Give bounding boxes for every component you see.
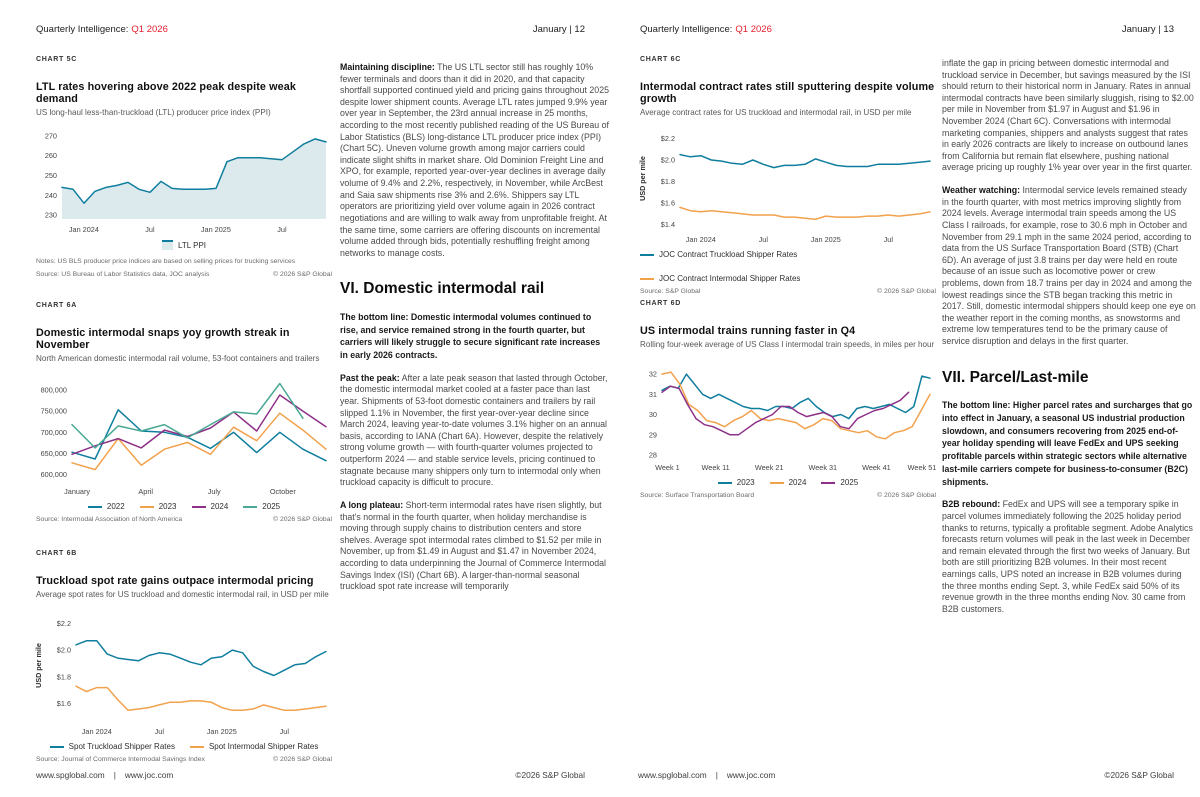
chart-6b-legend — [36, 742, 332, 751]
svg-text:30: 30 — [648, 410, 657, 420]
chart-6c-plot — [650, 127, 936, 245]
chart-6b-plot — [46, 609, 332, 737]
legend-item — [718, 478, 755, 487]
chart-6d-subtitle: Rolling four-week average of US Class I intermodal train speeds, in miles per hour — [640, 340, 935, 349]
chart-6d-label: CHART 6D — [640, 300, 681, 307]
chart-6c-yaxis-label: USD per mile — [637, 155, 647, 201]
svg-text:650,000: 650,000 — [40, 449, 67, 459]
svg-text:Jul: Jul — [883, 235, 893, 245]
chart-6b-copyright: © 2026 S&P Global — [273, 756, 332, 764]
svg-text:700,000: 700,000 — [40, 427, 67, 437]
svg-text:January: January — [64, 487, 91, 497]
svg-text:Jul: Jul — [279, 727, 289, 737]
svg-text:31: 31 — [648, 389, 657, 399]
chart-6a-source-row — [36, 516, 332, 523]
paragraph-lead: Maintaining discipline: — [340, 62, 435, 72]
svg-text:$2.2: $2.2 — [56, 619, 71, 629]
chart-6b-label: CHART 6B — [36, 550, 77, 557]
svg-text:29: 29 — [648, 430, 657, 440]
svg-text:Jan 2024: Jan 2024 — [68, 225, 99, 235]
svg-text:28: 28 — [648, 450, 657, 460]
chart-6d-copyright: © 2026 S&P Global — [877, 492, 936, 500]
joc-link[interactable]: www.joc.com — [726, 770, 776, 780]
svg-text:$1.4: $1.4 — [660, 220, 675, 230]
legend-label: Spot Intermodal Shipper Rates — [208, 742, 319, 752]
chart-6d-source-row — [640, 492, 936, 499]
chart-6d — [640, 300, 936, 499]
legend-swatch — [821, 482, 835, 484]
chart-5c-source-row — [36, 271, 332, 278]
chart-5c-legend — [36, 240, 332, 250]
svg-text:Jul: Jul — [758, 235, 768, 245]
svg-text:Jan 2024: Jan 2024 — [685, 235, 716, 245]
legend-item — [243, 502, 280, 511]
legend-label: 2023 — [736, 478, 755, 488]
chart-6a-area — [36, 373, 332, 497]
chart-6a-legend — [36, 502, 332, 511]
paragraph-past-the-peak: Past the peak: After a late peak season that lasted through October, the domestic intermodal market cooled at a faster pace than last year. Shipments of 53-foot domestic containers and trailers by rail slipped 1.1% in November, the first year-over-year decline since March 2024, leaving year-to-date volumes 3.1% higher on an annual basis, according to IANA (Chart 6A). However, despite the relatively strong volume growth — with fourth-quarter volumes projected to outperform 2024 — and stable service levels, pricing continued to stagnate because many shippers only turn to intermodal only when truckload capacity is difficult to procure. — [340, 372, 608, 488]
svg-text:$1.6: $1.6 — [56, 699, 71, 709]
footer-separator: | — [715, 770, 718, 780]
svg-text:Week 51: Week 51 — [907, 463, 936, 473]
chart-6c-legend — [640, 250, 936, 283]
svg-text:Jan 2025: Jan 2025 — [206, 727, 237, 737]
legend-swatch — [50, 746, 64, 748]
svg-text:Week 31: Week 31 — [808, 463, 838, 473]
svg-text:240: 240 — [44, 190, 57, 200]
legend-swatch — [162, 240, 173, 250]
chart-6a-source: Source: Intermodal Association of North America — [36, 516, 183, 524]
footer-separator: | — [113, 770, 116, 780]
page12-header — [36, 24, 585, 35]
svg-text:October: October — [269, 487, 296, 497]
legend-label: Spot Truckload Shipper Rates — [68, 742, 175, 752]
page13-header — [640, 24, 1174, 35]
chart-6b-source: Source: Journal of Commerce Intermodal Savings Index — [36, 756, 205, 764]
svg-text:$1.8: $1.8 — [660, 177, 675, 187]
legend-swatch — [718, 482, 732, 484]
footer-links — [638, 770, 775, 780]
legend-label: LTL PPI — [177, 240, 206, 250]
svg-text:250: 250 — [44, 171, 57, 181]
legend-swatch — [243, 506, 257, 508]
chart-6c — [637, 56, 936, 296]
legend-item — [162, 240, 206, 250]
legend-swatch — [640, 254, 654, 256]
svg-text:$2.2: $2.2 — [660, 134, 675, 144]
chart-6c-title: Intermodal contract rates still sputtering despite volume growth — [640, 81, 935, 105]
svg-text:600,000: 600,000 — [40, 470, 67, 480]
edition-label: Q1 2026 — [735, 24, 772, 35]
report-title: Quarterly Intelligence: Q1 2026 — [36, 24, 168, 35]
chart-6c-area — [637, 127, 936, 245]
chart-6b-subtitle: Average spot rates for US truckload and domestic intermodal rail, in USD per mile — [36, 590, 329, 599]
paragraph-a-long-plateau: A long plateau: Short-term intermodal rates have risen slightly, but that's normal in the fourth quarter, when holiday merchandise is moving through supply chains to distribution centers and store shelves. Average spot intermodal rates climbed to $1.52 per mile in November, up from $1.49 in August and $1.47 in November 2024, according to data underpinning the Journal of Commerce Intermodal Savings Index (ISI) (Chart 6B). A larger-than-normal seasonal truckload spot rate increase will temporarily — [340, 499, 607, 592]
svg-text:800,000: 800,000 — [40, 385, 67, 395]
chart-5c-label: CHART 5C — [36, 56, 77, 63]
chart-5c-plot — [36, 127, 332, 235]
paragraph-lead: The bottom line: — [340, 311, 409, 322]
page13-footer — [638, 770, 1174, 780]
svg-text:Week 11: Week 11 — [701, 463, 730, 473]
svg-text:260: 260 — [44, 151, 57, 161]
svg-text:230: 230 — [44, 210, 57, 220]
chart-6b-yaxis-label: USD per mile — [33, 642, 43, 688]
svg-text:Jan 2025: Jan 2025 — [810, 235, 841, 245]
paragraph-inflate-gap: inflate the gap in pricing between domestic intermodal and truckload service in December, but savings measured by the ISI should return to their historical norm in January. Rates in annual intermodal contracts have been similarly sluggish, rising to $2.00 per mile in November from $1.97 in August and $1.96 in November 2024 (Chart 6C). Conversations with intermodal marketing companies, shippers and analysts suggest that rates in early 2026 contracts are likely to increase on outbound lanes from California but remain flat elsewhere, pushing national average pricing up roughly 1% year over year in the first quarter. — [942, 58, 1194, 173]
edition-label: Q1 2026 — [131, 24, 168, 35]
page-number: January | 13 — [1121, 24, 1174, 35]
legend-swatch — [640, 278, 654, 280]
legend-item — [190, 742, 318, 751]
paragraph-lead: Weather watching: — [942, 185, 1021, 196]
legend-label: JOC Contract Intermodal Shipper Rates — [659, 274, 801, 284]
svg-text:$1.6: $1.6 — [660, 198, 675, 208]
footer-links — [36, 770, 173, 780]
legend-item — [640, 274, 800, 283]
chart-6d-legend — [640, 478, 936, 487]
footer-copyright: ©2026 S&P Global — [1104, 770, 1174, 780]
joc-link[interactable]: www.joc.com — [124, 770, 174, 780]
chart-6c-source-row — [640, 288, 936, 295]
legend-swatch — [192, 506, 206, 508]
svg-text:Jul: Jul — [145, 225, 155, 235]
paragraph-lead: The bottom line: — [942, 400, 1011, 411]
chart-5c-subtitle: US long-haul less-than-truckload (LTL) producer price index (PPI) — [36, 108, 271, 117]
legend-item — [140, 502, 177, 511]
chart-6a-plot — [36, 373, 332, 497]
svg-text:Week 1: Week 1 — [655, 463, 680, 473]
legend-item — [640, 250, 797, 259]
svg-text:Jul: Jul — [277, 225, 287, 235]
legend-item — [50, 742, 175, 751]
chart-6c-label: CHART 6C — [640, 56, 681, 63]
legend-label: 2024 — [210, 502, 229, 512]
chart-6b-area — [33, 609, 332, 737]
chart-5c-notes: Notes: US BLS producer price indices are based on selling prices for trucking services — [36, 258, 296, 266]
chart-6c-copyright: © 2026 S&P Global — [877, 288, 936, 296]
chart-5c-copyright: © 2026 S&P Global — [273, 271, 332, 279]
page-number: January | 12 — [532, 24, 585, 35]
chart-6b-source-row — [36, 756, 332, 763]
spglobal-link[interactable]: www.spglobal.com — [638, 770, 707, 780]
chart-6c-source: Source: S&P Global — [640, 288, 701, 296]
section-heading-domestic-intermodal-rail: VI. Domestic intermodal rail — [340, 280, 545, 298]
legend-label: 2023 — [158, 502, 177, 512]
svg-text:$2.0: $2.0 — [56, 645, 71, 655]
paragraph-maintaining-discipline: Maintaining discipline: The US LTL sector still has roughly 10% fewer terminals and doors than it did in 2020, and that capacity shortfall supported continued yield and pricing gains throughout 2025 despite lower shipment counts. Average LTL rates jumped 9.9% year over year in September, the 23rd annual increase in 25 months, according to the most recently published reading of the US Bureau of Labor Statistics (BLS) long-distance LTL producer price index (PPI) (Chart 5C). Uneven volume growth among major carriers could indicate slight shifts in market share. Old Dominion Freight Line and XPO, for example, reported year-over-year declines in average daily volume of 9.4% and 2.2%, respectively, in November, while ArcBest and Saia saw shipments rise 3% and 2.6%. Shippers say LTL operators are prioritizing yield over volume again in 2026 contract negotiations and are willing to walk away from unprofitable freight. At the same time, some carriers are offering discounts on incremental volume added through bids, potentially reshuffling freight among networks to manage costs. — [340, 62, 609, 258]
chart-6d-source: Source: Surface Transportation Board — [640, 492, 755, 500]
legend-swatch — [190, 746, 204, 748]
legend-item — [821, 478, 858, 487]
svg-text:270: 270 — [44, 131, 57, 141]
chart-6c-subtitle: Average contract rates for US truckload and intermodal rail, in USD per mile — [640, 108, 912, 117]
svg-text:July: July — [207, 487, 221, 497]
chart-6d-area — [640, 359, 936, 473]
report-title: Quarterly Intelligence: Q1 2026 — [640, 24, 772, 35]
svg-text:750,000: 750,000 — [40, 406, 67, 416]
paragraph-lead: Past the peak: — [340, 372, 400, 383]
bottom-line-paragraph: The bottom line: Higher parcel rates and surcharges that go into effect in January, a seasonal US industrial production slowdown, and consumers recovering from 2025 end-of-year holiday spending will leave FedEx and UPS seeking profitable parcels within strategic sectors while alternative last-mile carriers compete for business-to-consumer (B2C) shipments. — [942, 400, 1193, 487]
bottom-line-paragraph: The bottom line: Domestic intermodal volumes continued to rise, and service remained strong in the fourth quarter, but carriers will likely struggle to secure significant rate increases in early 2026 contracts. — [340, 311, 601, 361]
page13-text-column — [942, 58, 1196, 626]
chart-6a-label: CHART 6A — [36, 302, 77, 309]
legend-label: 2022 — [106, 502, 125, 512]
chart-5c-area — [36, 127, 332, 235]
page12-text-column — [340, 62, 610, 604]
chart-5c-source: Source: US Bureau of Labor Statistics data, JOC analysis — [36, 271, 210, 279]
footer-copyright: ©2026 S&P Global — [515, 770, 585, 780]
svg-text:Week 41: Week 41 — [862, 463, 891, 473]
chart-6b — [33, 550, 332, 764]
legend-label: 2025 — [262, 502, 281, 512]
svg-text:Week 21: Week 21 — [754, 463, 784, 473]
legend-swatch — [88, 506, 102, 508]
spglobal-link[interactable]: www.spglobal.com — [36, 770, 105, 780]
legend-label: JOC Contract Truckload Shipper Rates — [659, 250, 798, 260]
chart-6b-title: Truckload spot rate gains outpace intermodal pricing — [36, 575, 314, 587]
chart-6a-subtitle: North American domestic intermodal rail volume, 53-foot containers and trailers — [36, 354, 320, 363]
chart-5c — [36, 56, 332, 278]
paragraph-b2b-rebound: B2B rebound: FedEx and UPS will see a temporary spike in parcel volumes immediately following the 2025 holiday period thanks to returns, typically a profitable segment. Adobe Analytics forecasts return volumes will peak in the last week in December and remain elevated through the first two weeks of January. But both are still prioritizing B2B volumes. In their most recent earnings calls, UPS noted an increase in B2B volumes during the three months ending Sept. 3, while FedEx said 50% of its revenue growth in the three months ending Nov. 30 came from B2B customers. — [942, 499, 1193, 614]
svg-text:$1.8: $1.8 — [56, 672, 71, 682]
page12-footer — [36, 770, 585, 780]
svg-text:$2.0: $2.0 — [660, 155, 675, 165]
legend-swatch — [770, 482, 784, 484]
chart-6a — [36, 302, 332, 523]
legend-label: 2025 — [840, 478, 859, 488]
paragraph-lead: B2B rebound: — [942, 499, 1001, 510]
paragraph-weather-watching: Weather watching: Intermodal service levels remained steady in the fourth quarter, with most metrics improving slightly from 2024 levels. Average intermodal train speeds among the US Class I railroads, for example, rose to 30.6 mph in October and November from 29.1 mph in the same 2024 period, according to data from the US Surface Transportation Board (STB) (Chart 6D). An average of just 3.8 trains per day were held en route because of an issue such as locomotive power or crew problems, down from 18.7 trains per day in 2024 and among the lowest readings since the STB began tracking this metric in 2017. Still, domestic intermodal shippers should keep one eye on the weather report in the coming months, as snowstorms and extreme low temperatures tend to be the primary cause of service disruption and delays in the first quarter. — [942, 185, 1196, 347]
svg-text:Jul: Jul — [154, 727, 164, 737]
chart-6d-plot — [640, 359, 936, 473]
legend-item — [192, 502, 229, 511]
svg-text:32: 32 — [648, 369, 657, 379]
legend-swatch — [140, 506, 154, 508]
chart-6a-copyright: © 2026 S&P Global — [273, 516, 332, 524]
legend-label: 2024 — [788, 478, 807, 488]
legend-item — [88, 502, 125, 511]
section-heading-parcel-last-mile: VII. Parcel/Last-mile — [942, 368, 1089, 386]
paragraph-lead: A long plateau: — [340, 499, 404, 510]
chart-6a-title: Domestic intermodal snaps yoy growth streak in November — [36, 327, 290, 351]
chart-6d-title: US intermodal trains running faster in Q4 — [640, 325, 856, 337]
svg-text:Jan 2024: Jan 2024 — [81, 727, 112, 737]
legend-item — [770, 478, 807, 487]
svg-text:April: April — [138, 487, 154, 497]
svg-text:Jan 2025: Jan 2025 — [200, 225, 231, 235]
chart-5c-title: LTL rates hovering above 2022 peak despite weak demand — [36, 81, 296, 105]
